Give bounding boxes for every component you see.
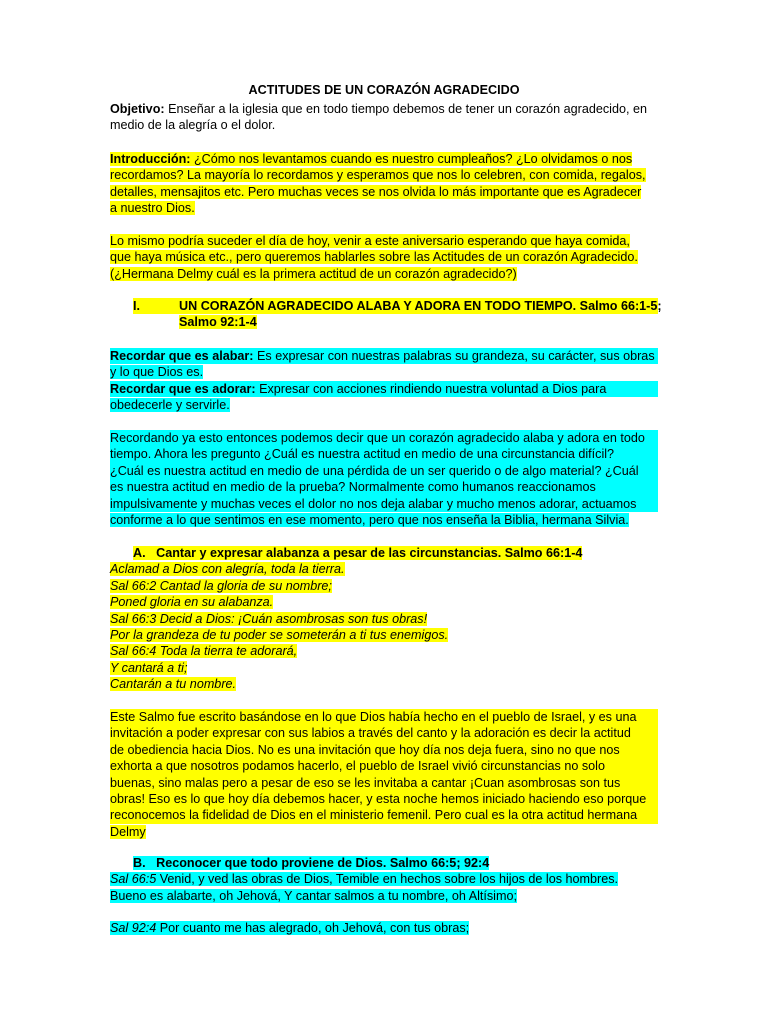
subsection-a-letter: A. [133,546,146,560]
intro-line-1: ¿Cómo nos levantamos cuando es nuestro cumpleaños? ¿Lo olvidamos o nos [190,152,633,166]
verse-line-8: Cantarán a tu nombre. [110,677,237,692]
subsection-a-heading: Cantar y expresar alabanza a pesar de las circunstancias. Salmo 66:1-4 [156,546,583,560]
adorar-line-2: obedecerle y servirle. [110,398,230,413]
adorar-label: Recordar que es adorar: [110,381,256,396]
section-1-number: I. [133,299,140,313]
intro-line-2: recordamos? La mayoría lo recordamos y esperamos que nos lo celebren, con comida, regalos, [110,168,646,183]
p4-line-5: buenas, sino malas pero a pesar de eso se les invitaba a cantar ¡Cuan asombrosas son tus [110,775,658,791]
p4-line-7: reconocemos la fidelidad de Dios en el ministerio femenil. Pero cual es la otra actitud hermana [110,807,658,823]
p4-line-6: obras! Eso es lo que hoy día debemos hacer, y esta noche hemos iniciado haciendo eso porque [110,791,658,807]
document-title: ACTITUDES DE UN CORAZÓN AGRADECIDO [248,83,520,97]
introduction [110,151,658,217]
p4-line-1: Este Salmo fue escrito basándose en lo que Dios había hecho en el pueblo de Israel, y es una [110,709,658,725]
objective-text-1: Enseñar a la iglesia que en todo tiempo debemos de tener un corazón agradecido, en [164,102,647,116]
adorar-line-1: Expresar con acciones rindiendo nuestra voluntad a Dios para [255,381,607,396]
p3-line-6: conforme a lo que sentimos en ese momento, pero que nos enseña la Biblia, hermana Silvia. [110,513,629,528]
p3-line-4: es nuestra actitud en medio de la prueba? Normalmente como humanos reaccionamos [110,479,658,495]
verse-line-3: Poned gloria en su alabanza. [110,595,274,610]
verse-ref-66-5: Sal 66:5 [110,872,157,887]
verse-line-6: Sal 66:4 Toda la tierra te adorará, [110,644,298,659]
verse-92-4-text: Por cuanto me has alegrado, oh Jehová, con tus obras; [156,921,470,936]
verse-line-5: Por la grandeza de tu poder se someterán a ti tus enemigos. [110,628,449,643]
verse-66-5-line-1: Venid, y ved las obras de Dios, Temible en hechos sobre los hijos de los hombres. [156,872,619,887]
alabar-label: Recordar que es alabar: [110,349,254,363]
aniversario-paragraph [110,233,658,282]
subsection-b-heading: Reconocer que todo proviene de Dios. Salmo 66:5; 92:4 [156,856,490,870]
subsection-b-letter: B. [133,856,146,870]
alabar-line-2: y lo que Dios es. [110,365,204,380]
intro-label: Introducción: [110,152,191,166]
alabar-line-1: Es expresar con nuestras palabras su grandeza, su carácter, sus obras [253,349,655,363]
section-1-heading-line-2: Salmo 92:1-4 [179,315,257,330]
verse-ref-92-4: Sal 92:4 [110,921,157,936]
p2-line-3: (¿Hermana Delmy cuál es la primera actitud de un corazón agradecido?) [110,266,517,281]
section-1-heading-line-1: UN CORAZÓN AGRADECIDO ALABA Y ADORA EN TODO TIEMPO. Salmo 66:1-5; [179,299,662,313]
intro-line-4: a nuestro Dios. [110,201,195,216]
verse-line-4: Sal 66:3 Decid a Dios: ¡Cuán asombrosas son tus obras! [110,611,428,626]
p2-line-1: Lo mismo podría suceder el día de hoy, venir a este aniversario esperando que haya comida, [110,234,630,248]
p4-line-8: Delmy [110,824,146,839]
section-1-heading [133,298,662,331]
p4-line-2: invitación a poder expresar con sus labios a través del canto y la adoración es decir la actitud [110,725,658,741]
p4-line-3: de obediencia hacia Dios. No es una invitación que hoy día nos deja fuera, sino no que nos [110,742,658,758]
objective-label: Objetivo: [110,102,165,116]
intro-line-3: detalles, mensajitos etc. Pero muchas veces se nos olvida lo más importante que es Agradecer [110,184,642,199]
verse-line-7: Y cantará a ti; [110,660,188,675]
p3-line-3: ¿Cuál es nuestra actitud en medio de una pérdida de un ser querido o de algo material? ¿Cuál [110,463,658,479]
verse-line-2: Sal 66:2 Cantad la gloria de su nombre; [110,578,332,593]
p3-line-2: tiempo. Ahora les pregunto ¿Cuál es nuestra actitud en medio de una circunstancia difícil? [110,446,658,462]
p3-line-5: impulsivamente y muchas veces el dolor no nos deja alabar y mucho menos adorar, actuamos [110,496,658,512]
p2-line-2: que haya música etc., pero queremos hablarles sobre las Actitudes de un corazón Agradecido. [110,250,638,265]
reflection-paragraph [110,430,658,528]
objective-text-2: medio de la alegría o el dolor. [110,118,276,133]
p3-line-1: Recordando ya esto entonces podemos decir que un corazón agradecido alaba y adora en todo [110,430,658,446]
subsection-b [110,855,658,937]
subsection-a [110,545,658,693]
objective [110,101,658,134]
salmo-paragraph [110,709,658,840]
p4-line-4: exhorta a que nosotros podamos hacerlo, el pueblo de Israel vivió circunstancias no solo [110,758,658,774]
definitions [110,348,658,414]
verse-line-1: Aclamad a Dios con alegría, toda la tierra. [110,562,345,577]
verse-66-5-line-2: Bueno es alabarte, oh Jehová, Y cantar salmos a tu nombre, oh Altísimo; [110,888,517,903]
